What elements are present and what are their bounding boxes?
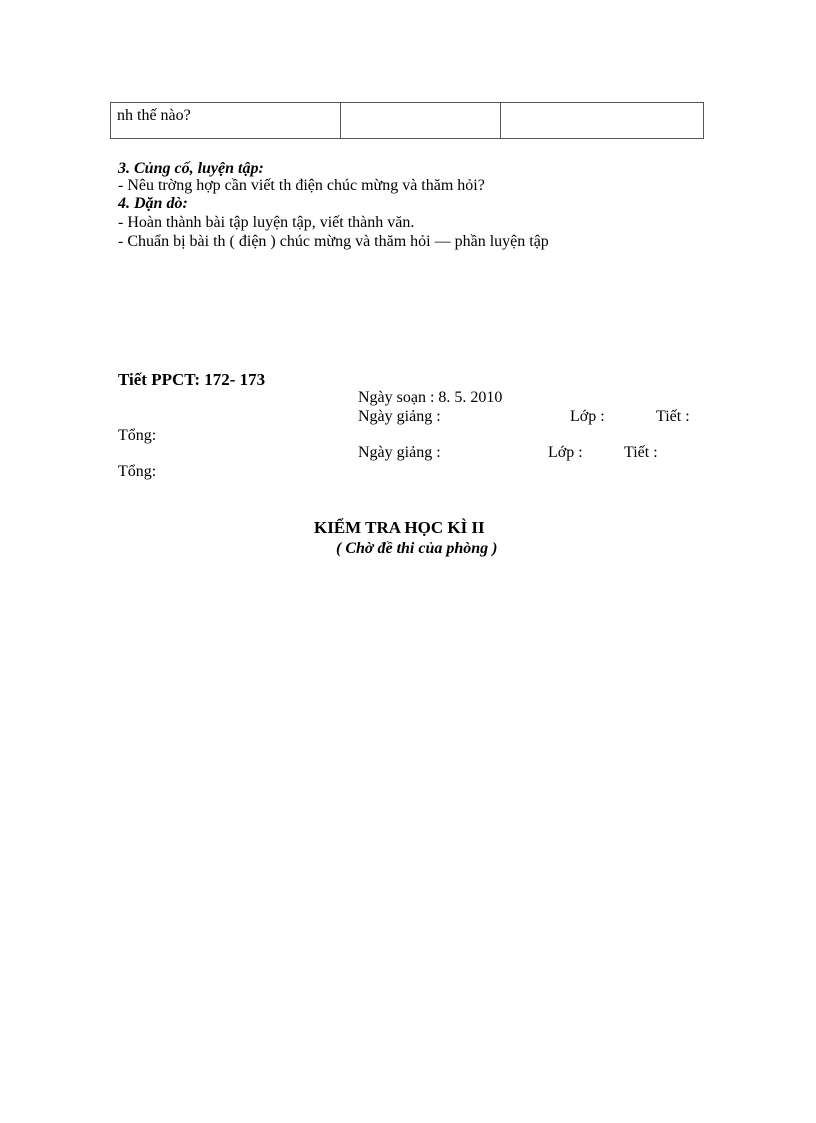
exam-subtitle: ( Chờ đề thi của phòng ) bbox=[336, 540, 498, 557]
table-cell-2 bbox=[341, 103, 501, 138]
prep-date: Ngày soạn : 8. 5. 2010 bbox=[358, 389, 503, 406]
table-cell-1 bbox=[111, 103, 341, 138]
section4-heading: 4. Dặn dò: bbox=[118, 195, 188, 212]
period-label-1: Tiết : bbox=[656, 408, 690, 425]
section3-heading: 3. Củng cố, luyện tập: bbox=[118, 160, 264, 177]
table-cell-text: nh thế nào? bbox=[117, 107, 191, 124]
period-label-2: Tiết : bbox=[624, 444, 658, 461]
exam-title: KIỂM TRA HỌC KÌ II bbox=[314, 518, 485, 537]
section4-line-1: - Hoàn thành bài tập luyện tập, viết thành văn. bbox=[118, 214, 415, 231]
total-1: Tổng: bbox=[118, 427, 157, 444]
teach-date-2: Ngày giảng : bbox=[358, 444, 441, 461]
class-label-2: Lớp : bbox=[548, 444, 583, 461]
total-2: Tổng: bbox=[118, 463, 157, 480]
class-label-1: Lớp : bbox=[570, 408, 605, 425]
teach-date-1: Ngày giảng : bbox=[358, 408, 441, 425]
table-cell-3 bbox=[501, 103, 703, 138]
lesson-table-row bbox=[110, 102, 704, 139]
section3-line: - Nêu trờng hợp cần viết th điện chúc mừng và thăm hỏi? bbox=[118, 177, 485, 194]
section4-line-2: - Chuẩn bị bài th ( điện ) chúc mừng và thăm hỏi — phần luyện tập bbox=[118, 233, 549, 250]
lesson-period: Tiết PPCT: 172- 173 bbox=[118, 370, 266, 389]
